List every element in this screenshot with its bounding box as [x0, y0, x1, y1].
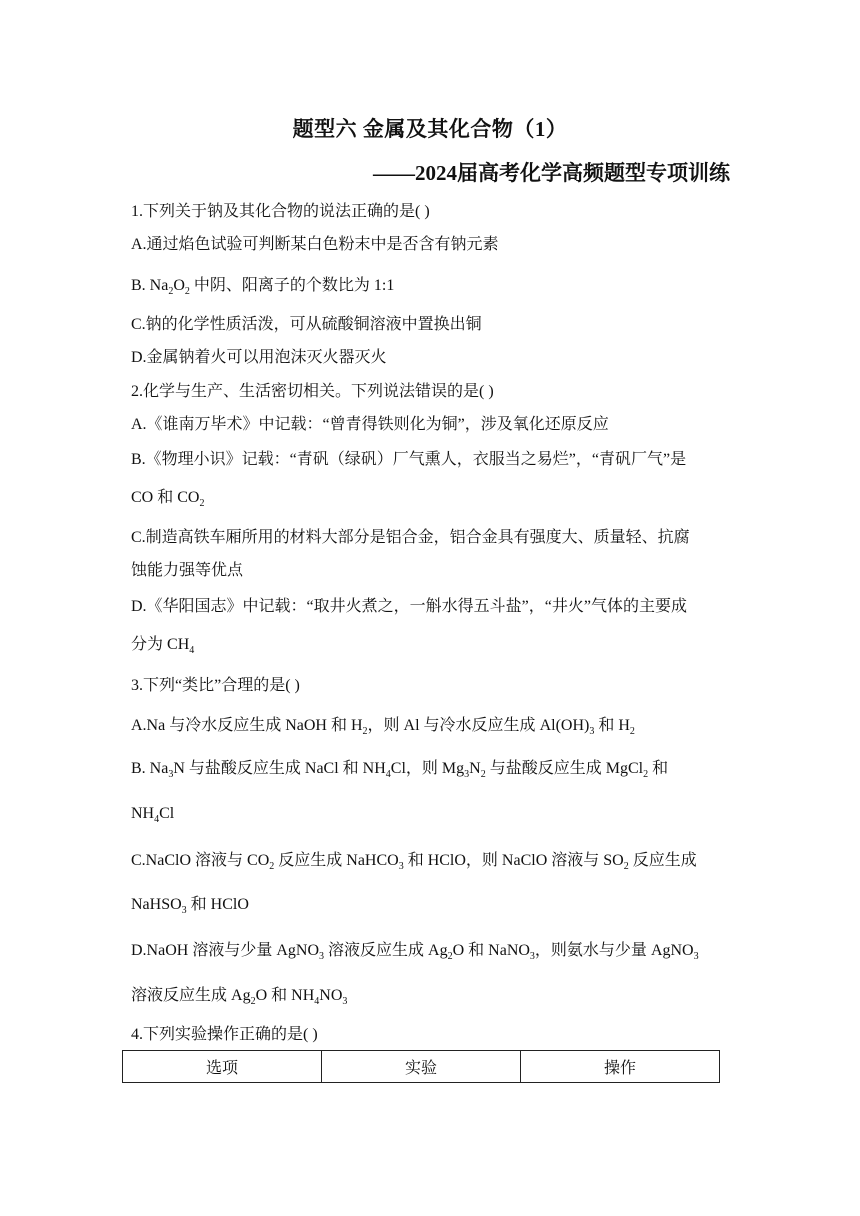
q4-stem: 4.下列实验操作正确的是( ): [131, 1026, 318, 1043]
q3-option-b-line2: $NH_4Cl$: [131, 805, 175, 825]
table-header-operation: 操作: [603, 1060, 636, 1077]
q2-option-d-line2: 分为 $CH_4$: [131, 636, 195, 656]
q2-option-b-line1: B.《物理小识》记载：“青矾（绿矾）厂气熏人，衣服当之易烂”，“青矾厂气”是: [131, 451, 687, 468]
page-title: 题型六 金属及其化合物（1）: [292, 117, 568, 141]
q3-option-c-line2: NaHSO$_3$ 和 HClO: [131, 896, 249, 916]
q3-option-d-line2: 溶液反应生成 $Ag_2O$ 和 $NH_4NO_3$: [131, 987, 348, 1007]
q2-option-d-line1: D.《华阳国志》中记载：“取井火煮之，一斛水得五斗盐”，“井火”气体的主要成: [131, 598, 687, 615]
q3-option-b-line1: B. $Na_3N$ 与盐酸反应生成 NaCl 和 $NH_4Cl$，则 $Mg_3N_2$ 与盐酸反应生成 MgCl$_2$ 和: [131, 760, 669, 780]
q3-stem: 3.下列“类比”合理的是( ): [131, 677, 300, 694]
q2-option-c-line1: C.制造高铁车厢所用的材料大部分是铝合金，铝合金具有强度大、质量轻、抗腐: [131, 529, 690, 546]
table-header-option: 选项: [123, 1051, 322, 1082]
q2-stem: 2.化学与生产、生活密切相关。下列说法错误的是( ): [131, 383, 494, 400]
q1-option-b: B. $Na_2O_2$ 中阴、阳离子的个数比为 1:1: [131, 277, 395, 297]
q3-option-a: A.Na 与冷水反应生成 NaOH 和 $H_2$，则 Al 与冷水反应生成 $Al(OH)_3$ 和 $H_2$: [131, 717, 635, 737]
q2-option-b-line2: CO 和 $CO_2$: [131, 489, 205, 509]
q1-option-a: A.通过焰色试验可判断某白色粉末中是否含有钠元素: [131, 236, 499, 253]
q4-table-header-row: [122, 1050, 720, 1083]
q2-option-c-line2: 蚀能力强等优点: [131, 562, 244, 579]
q1-option-d: D.金属钠着火可以用泡沫灭火器灭火: [131, 349, 387, 366]
q2-option-a: A.《谁南万毕术》中记载：“曾青得铁则化为铜”，涉及氧化还原反应: [131, 416, 609, 433]
q3-option-c-line1: C.NaClO 溶液与 $CO_2$ 反应生成 NaHCO$_3$ 和 HClO，则 NaClO 溶液与 $SO_2$ 反应生成: [131, 852, 697, 872]
q1-stem: 1.下列关于钠及其化合物的说法正确的是( ): [131, 203, 430, 220]
q3-option-d-line1: D.NaOH 溶液与少量 AgNO$_3$ 溶液反应生成 $Ag_2O$ 和 NaNO$_3$，则氨水与少量 AgNO$_3$: [131, 942, 699, 962]
q1-option-c: C.钠的化学性质活泼，可从硫酸铜溶液中置换出铜: [131, 316, 482, 333]
table-header-experiment: 实验: [322, 1051, 521, 1082]
page-subtitle: ——2024届高考化学高频题型专项训练: [373, 161, 730, 185]
